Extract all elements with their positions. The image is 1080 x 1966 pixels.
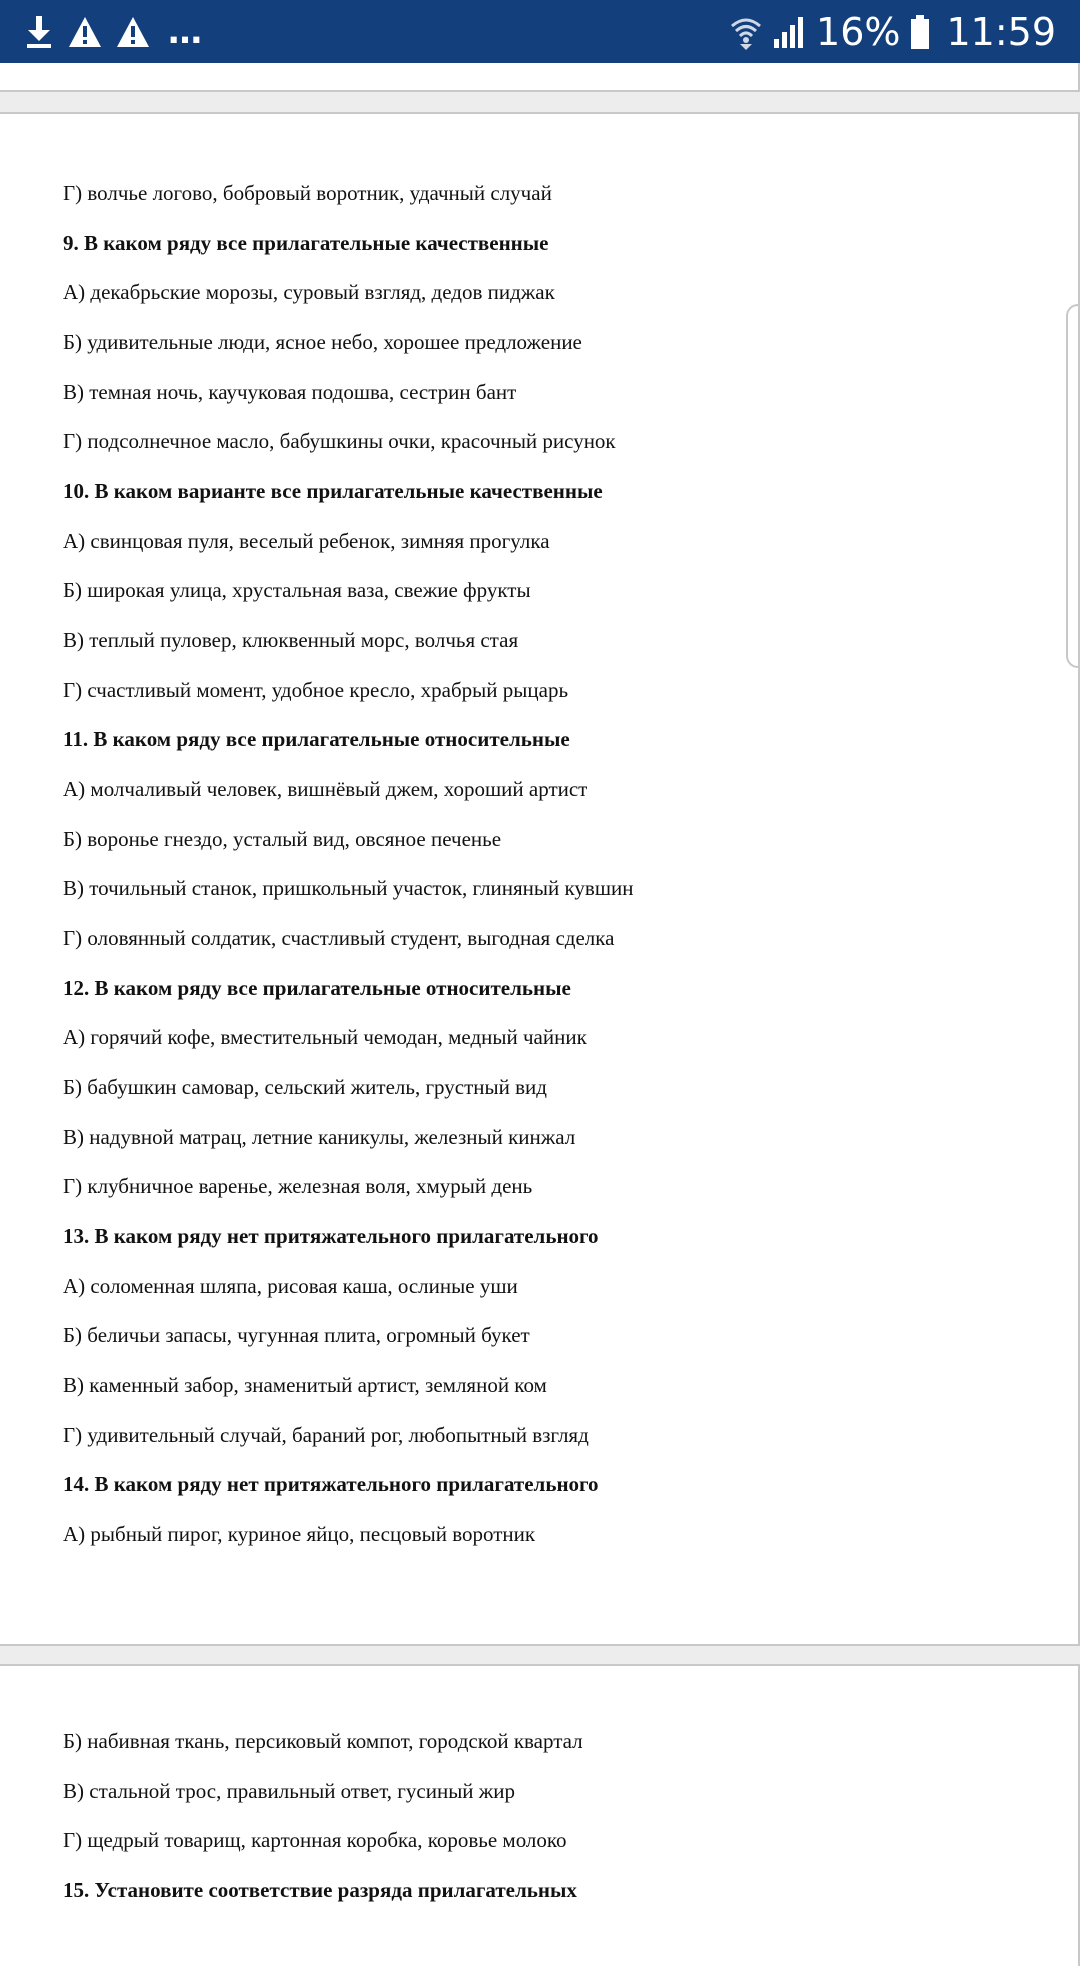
question-title: 11. В каком ряду все прилагательные относительные (63, 727, 570, 751)
answer-option: Г) счастливый момент, удобное кресло, храбрый рыцарь (63, 678, 569, 702)
answer-option: А) рыбный пирог, куриное яйцо, песцовый воротник (63, 1522, 536, 1546)
answer-option: Б) удивительные люди, ясное небо, хорошее предложение (63, 330, 582, 354)
question-title: 9. В каком ряду все прилагательные качественные (63, 231, 549, 255)
question-title: 12. В каком ряду все прилагательные относительные (63, 976, 571, 1000)
question-title: 13. В каком ряду нет притяжательного прилагательного (63, 1224, 599, 1248)
clock: 11:59 (946, 10, 1056, 54)
answer-option: А) свинцовая пуля, веселый ребенок, зимняя прогулка (63, 529, 550, 553)
answer-option: А) декабрьские морозы, суровый взгляд, дедов пиджак (63, 280, 555, 304)
wifi-icon (730, 14, 762, 50)
answer-option: Б) бабушкин самовар, сельский житель, грустный вид (63, 1075, 547, 1099)
answer-option: Г) волчье логово, бобровый воротник, удачный случай (63, 181, 552, 205)
answer-option: Г) подсолнечное масло, бабушкины очки, красочный рисунок (63, 429, 616, 453)
answer-option: Г) удивительный случай, бараний рог, любопытный взгляд (63, 1423, 589, 1447)
answer-option: Б) широкая улица, хрустальная ваза, свежие фрукты (63, 578, 531, 602)
warning-icon (68, 16, 102, 48)
more-notifications-icon: … (168, 12, 202, 52)
answer-option: В) стальной трос, правильный ответ, гусиный жир (63, 1779, 516, 1803)
answer-option: Б) набивная ткань, персиковый компот, городской квартал (63, 1729, 583, 1753)
answer-option: В) точильный станок, пришкольный участок, глиняный кувшин (63, 876, 634, 900)
answer-option: А) соломенная шляпа, рисовая каша, ослиные уши (63, 1274, 518, 1298)
answer-option: В) надувной матрац, летние каникулы, железный кинжал (63, 1125, 576, 1149)
battery-icon (910, 14, 930, 50)
answer-option: А) горячий кофе, вместительный чемодан, медный чайник (63, 1025, 587, 1049)
document-page-previous (0, 63, 1080, 92)
battery-percent: 16% (816, 10, 901, 54)
status-bar (0, 0, 1080, 63)
answer-option: В) темная ночь, каучуковая подошва, сестрин бант (63, 380, 517, 404)
scroll-handle[interactable] (1066, 304, 1078, 668)
answer-option: А) молчаливый человек, вишнёвый джем, хороший артист (63, 777, 588, 801)
answer-option: В) теплый пуловер, клюквенный морс, волчья стая (63, 628, 519, 652)
download-icon (24, 14, 54, 50)
answer-option: Г) щедрый товарищ, картонная коробка, коровье молоко (63, 1828, 567, 1852)
signal-icon (772, 15, 806, 49)
document-page (0, 112, 1080, 1646)
notification-icons (24, 12, 202, 52)
answer-option: В) каменный забор, знаменитый артист, земляной ком (63, 1373, 547, 1397)
question-title: 10. В каком варианте все прилагательные качественные (63, 479, 603, 503)
answer-option: Г) оловянный солдатик, счастливый студент, выгодная сделка (63, 926, 615, 950)
warning-icon (116, 16, 150, 48)
system-indicators (730, 8, 1056, 56)
question-title: 14. В каком ряду нет притяжательного прилагательного (63, 1472, 599, 1496)
answer-option: Б) беличьи запасы, чугунная плита, огромный букет (63, 1323, 530, 1347)
question-title: 15. Установите соответствие разряда прилагательных (63, 1878, 577, 1902)
answer-option: Г) клубничное варенье, железная воля, хмурый день (63, 1174, 533, 1198)
answer-option: Б) воронье гнездо, усталый вид, овсяное печенье (63, 827, 502, 851)
document-page-next (0, 1664, 1080, 1966)
